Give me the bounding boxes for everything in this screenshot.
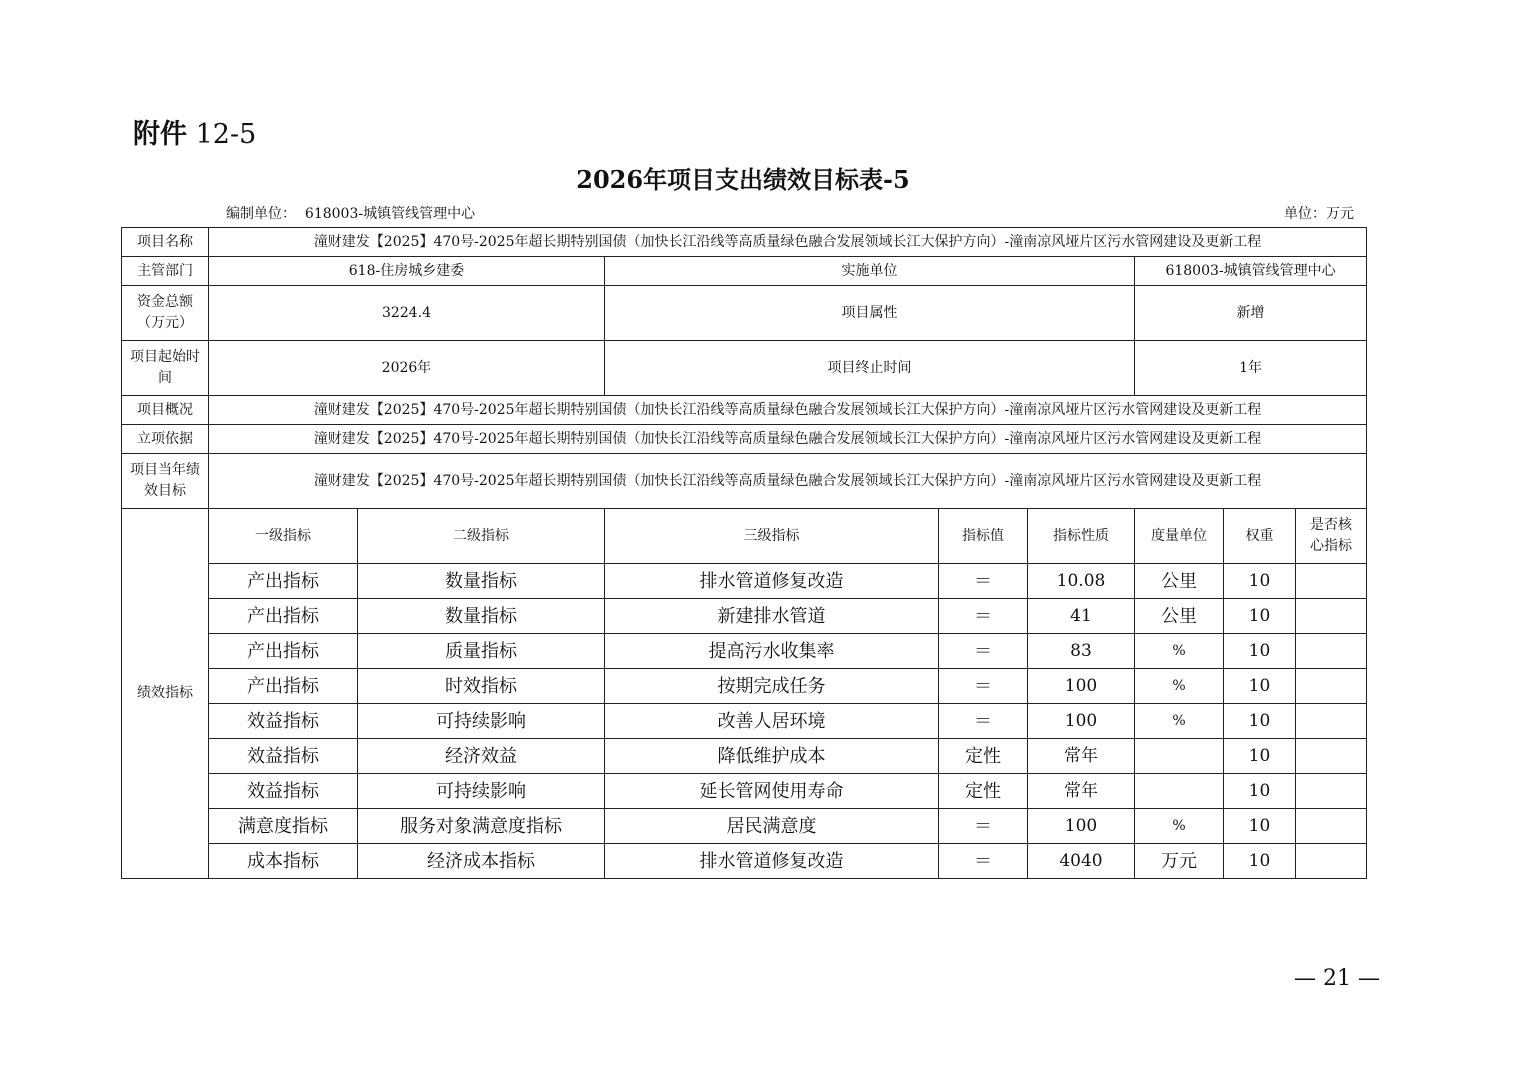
attachment-label: 附件 12-5 xyxy=(133,119,257,150)
indicator-section-label: 绩效指标 xyxy=(122,509,209,879)
indicator-level2: 时效指标 xyxy=(358,669,605,704)
indicator-value: 41 xyxy=(1028,599,1135,634)
indicator-level1: 产出指标 xyxy=(209,564,358,599)
indicator-level1: 效益指标 xyxy=(209,704,358,739)
indicator-level1: 满意度指标 xyxy=(209,809,358,844)
indicator-value: 常年 xyxy=(1028,739,1135,774)
indicator-level2: 可持续影响 xyxy=(358,774,605,809)
indicator-unit: % xyxy=(1135,634,1224,669)
indicator-core xyxy=(1296,809,1367,844)
indicator-row xyxy=(122,774,1367,809)
indicator-core xyxy=(1296,739,1367,774)
indicator-core xyxy=(1296,844,1367,879)
indicator-op: 定性 xyxy=(939,739,1028,774)
row-basis: 立项依据 潼财建发【2025】470号-2025年超长期特别国债（加快长江沿线等高质量绿色融合发展领域长江大保护方向）-潼南凉风垭片区污水管网建设及更新工程 xyxy=(122,425,1367,454)
indicator-op: ＝ xyxy=(939,599,1028,634)
indicator-level3: 改善人居环境 xyxy=(605,704,939,739)
indicator-op: ＝ xyxy=(939,634,1028,669)
indicator-op: ＝ xyxy=(939,669,1028,704)
row-funds: 资金总额（万元） 3224.4 项目属性 新增 xyxy=(122,286,1367,341)
indicator-unit xyxy=(1135,739,1224,774)
indicator-level2: 质量指标 xyxy=(358,634,605,669)
indicator-level1: 产出指标 xyxy=(209,599,358,634)
row-dept: 主管部门 618-住房城乡建委 实施单位 618003-城镇管线管理中心 xyxy=(122,257,1367,286)
indicator-unit: 公里 xyxy=(1135,599,1224,634)
indicator-weight: 10 xyxy=(1224,669,1296,704)
indicator-value: 100 xyxy=(1028,669,1135,704)
indicator-weight: 10 xyxy=(1224,739,1296,774)
indicator-value: 常年 xyxy=(1028,774,1135,809)
indicator-level1: 效益指标 xyxy=(209,774,358,809)
project-name-value: 潼财建发【2025】470号-2025年超长期特别国债（加快长江沿线等高质量绿色融合发展领域长江大保护方向）-潼南凉风垭片区污水管网建设及更新工程 xyxy=(209,228,1367,257)
indicator-level1: 成本指标 xyxy=(209,844,358,879)
indicator-row xyxy=(122,669,1367,704)
indicator-row xyxy=(122,739,1367,774)
indicator-level2: 可持续影响 xyxy=(358,704,605,739)
indicator-value: 4040 xyxy=(1028,844,1135,879)
indicator-core xyxy=(1296,669,1367,704)
indicator-unit: % xyxy=(1135,704,1224,739)
indicator-core xyxy=(1296,599,1367,634)
indicator-unit xyxy=(1135,774,1224,809)
indicator-weight: 10 xyxy=(1224,634,1296,669)
indicator-op: ＝ xyxy=(939,809,1028,844)
indicator-level2: 经济成本指标 xyxy=(358,844,605,879)
indicator-op: ＝ xyxy=(939,844,1028,879)
unit-label: 单位：万元 xyxy=(1284,206,1354,222)
indicator-weight: 10 xyxy=(1224,599,1296,634)
indicator-op: ＝ xyxy=(939,564,1028,599)
row-overview: 项目概况 潼财建发【2025】470号-2025年超长期特别国债（加快长江沿线等高质量绿色融合发展领域长江大保护方向）-潼南凉风垭片区污水管网建设及更新工程 xyxy=(122,396,1367,425)
indicator-weight: 10 xyxy=(1224,844,1296,879)
indicator-level1: 效益指标 xyxy=(209,739,358,774)
indicator-level3: 排水管道修复改造 xyxy=(605,564,939,599)
indicator-level1: 产出指标 xyxy=(209,669,358,704)
page-title: 2026年项目支出绩效目标表-5 xyxy=(576,165,910,194)
indicator-core xyxy=(1296,564,1367,599)
indicator-level2: 经济效益 xyxy=(358,739,605,774)
performance-table xyxy=(121,227,1367,879)
indicator-core xyxy=(1296,634,1367,669)
indicator-row xyxy=(122,844,1367,879)
indicator-unit: % xyxy=(1135,669,1224,704)
indicator-level2: 服务对象满意度指标 xyxy=(358,809,605,844)
indicator-unit: 万元 xyxy=(1135,844,1224,879)
indicator-weight: 10 xyxy=(1224,809,1296,844)
indicator-value: 83 xyxy=(1028,634,1135,669)
indicator-level3: 新建排水管道 xyxy=(605,599,939,634)
indicator-op: ＝ xyxy=(939,704,1028,739)
indicator-weight: 10 xyxy=(1224,564,1296,599)
row-goal: 项目当年绩效目标 潼财建发【2025】470号-2025年超长期特别国债（加快长江沿线等高质量绿色融合发展领域长江大保护方向）-潼南凉风垭片区污水管网建设及更新工程 xyxy=(122,454,1367,509)
indicator-header-row: 绩效指标 一级指标 二级指标 三级指标 指标值 指标性质 度量单位 权重 是否核心指标 xyxy=(122,509,1367,564)
indicator-level3: 居民满意度 xyxy=(605,809,939,844)
page-number: — 21 — xyxy=(1294,966,1380,991)
indicator-level3: 按期完成任务 xyxy=(605,669,939,704)
indicator-row xyxy=(122,704,1367,739)
indicator-weight: 10 xyxy=(1224,774,1296,809)
indicator-level1: 产出指标 xyxy=(209,634,358,669)
indicator-level2: 数量指标 xyxy=(358,599,605,634)
indicator-row xyxy=(122,564,1367,599)
indicator-value: 100 xyxy=(1028,809,1135,844)
indicator-row xyxy=(122,809,1367,844)
indicator-core xyxy=(1296,774,1367,809)
indicator-level3: 排水管道修复改造 xyxy=(605,844,939,879)
indicator-level2: 数量指标 xyxy=(358,564,605,599)
indicator-level3: 延长管网使用寿命 xyxy=(605,774,939,809)
row-project-name: 项目名称 潼财建发【2025】470号-2025年超长期特别国债（加快长江沿线等高质量绿色融合发展领域长江大保护方向）-潼南凉风垭片区污水管网建设及更新工程 xyxy=(122,228,1367,257)
indicator-unit: % xyxy=(1135,809,1224,844)
indicator-core xyxy=(1296,704,1367,739)
compiler-unit: 编制单位： 618003-城镇管线管理中心 xyxy=(226,206,476,222)
indicator-row xyxy=(122,634,1367,669)
indicator-value: 10.08 xyxy=(1028,564,1135,599)
indicator-level3: 降低维护成本 xyxy=(605,739,939,774)
indicator-level3: 提高污水收集率 xyxy=(605,634,939,669)
indicator-op: 定性 xyxy=(939,774,1028,809)
row-period: 项目起始时间 2026年 项目终止时间 1年 xyxy=(122,341,1367,396)
indicator-unit: 公里 xyxy=(1135,564,1224,599)
indicator-value: 100 xyxy=(1028,704,1135,739)
indicator-row xyxy=(122,599,1367,634)
indicator-weight: 10 xyxy=(1224,704,1296,739)
